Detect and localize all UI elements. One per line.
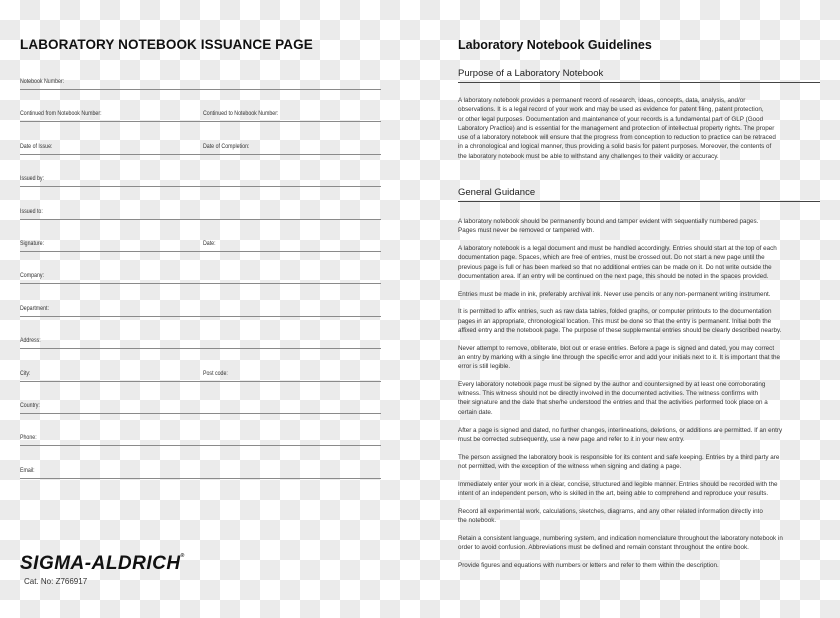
paragraph-line: previous page is full or has been marked so that no additional entries can be made on it. Do not write outside the xyxy=(458,263,772,271)
guidance-paragraph xyxy=(458,561,828,570)
paragraph-line: witness. This witness should not be directly involved in the documented activities. The witness confirms with xyxy=(458,390,759,398)
form-row-issued-to[interactable] xyxy=(20,207,381,220)
field-label-country: Country: xyxy=(20,402,40,409)
field-label-issued-by: Issued by: xyxy=(20,175,44,183)
paragraph-line: Never attempt to remove, obliterate, blot out or erase entries. Before a page is signed and dated, you may correct xyxy=(458,344,775,352)
form-row-issued-by[interactable] xyxy=(20,174,381,187)
paragraph-line: It is permitted to affix entries, such as raw data tables, folded graphs, or computer printouts to the documentation xyxy=(458,308,772,316)
paragraph-line: their signature and the date that she/he understood the entries and that the activities performed took place on a xyxy=(458,399,768,407)
catalog-number: Cat. No: Z766917 xyxy=(24,577,88,586)
guidance-paragraph xyxy=(458,307,828,335)
paragraph-line: observations. It is a legal record of your work and may be used as evidence for patent filing, patent protection, xyxy=(458,106,764,114)
paragraph-line: The person assigned the laboratory book is responsible for its content and safe keeping. Entries by a third party are xyxy=(458,453,780,461)
logo-text: SIGMA-ALDRICH xyxy=(20,553,181,574)
paragraph-line: certain date. xyxy=(458,408,493,416)
paragraph-line: use of a laboratory notebook will ensure that the progress from conception to reduction to practice can be retraced xyxy=(458,134,776,142)
paragraph-line: documentation page. Spaces, which are free of entries, must be crossed out. Do not start a new page until the xyxy=(458,254,765,262)
guidance-paragraph xyxy=(458,453,828,472)
field-label-issued-to: Issued to: xyxy=(20,207,43,215)
guidance-paragraph xyxy=(458,426,828,445)
paragraph-line: must be corrected subsequently, use a new page and refer to it in your new entry. xyxy=(458,435,685,443)
field-label-post-code: Post code: xyxy=(203,369,228,377)
paragraph-line: After a page is signed and dated, no further changes, interlineations, deletions, or additions are permitted. If an entry xyxy=(458,426,783,434)
field-label-date-of-issue: Date of Issue: xyxy=(20,142,53,150)
paragraph-line: Laboratory Practice) and is essential for the management and protection of intellectual property rights. The proper xyxy=(458,124,775,132)
registered-mark: ® xyxy=(180,553,185,559)
paragraph-line: A laboratory notebook provides a permanent record of research, ideas, concepts, data, analysis, and/or xyxy=(458,97,746,104)
field-label-phone: Phone: xyxy=(20,434,37,442)
field-label-company: Company: xyxy=(20,272,44,280)
paragraph-line: A laboratory notebook is a legal document and must be handled accordingly. Entries should start at the top of each xyxy=(458,245,777,252)
form-row-company[interactable] xyxy=(20,271,381,284)
guidance-paragraph xyxy=(458,290,828,299)
sigma-aldrich-logo xyxy=(20,553,185,575)
form-row-phone[interactable] xyxy=(20,433,381,446)
paragraph-line: in a chronological and logical manner, thus providing a solid basis for patent purposes. Moreover, the contents of xyxy=(458,143,772,151)
form-row-email[interactable] xyxy=(20,466,381,479)
purpose-paragraph xyxy=(458,96,828,161)
paragraph-line: the notebook. xyxy=(458,516,497,524)
paragraph-line: Every laboratory notebook page must be signed by the author and countersigned by at least one corroborating xyxy=(458,380,766,388)
paragraph-line: Entries must be made in ink, preferably archival ink. Never use pencils or any non-permanent writing instrument. xyxy=(458,290,771,298)
field-label-continued-from: Continued from Notebook Number: xyxy=(20,110,102,118)
form-row-address[interactable] xyxy=(20,336,381,349)
paragraph-line: pages in an appropriate, chronological location. This must be done so that the entry is permanent. Initial both the xyxy=(458,317,772,325)
paragraph-line: documentation area. If an entry will be continued on the next page, this should be noted in the spaces provided. xyxy=(458,272,769,280)
paragraph-line: error is still legible. xyxy=(458,363,511,371)
guidance-paragraph xyxy=(458,344,828,372)
paragraph-line: or other legal purposes. Documentation and maintenance of your records is a fundamental part of GLP (Good xyxy=(458,115,764,123)
paragraph-line: the laboratory notebook must be able to withstand any challenges to their validity or accuracy. xyxy=(458,152,719,160)
form-row-notebook-number[interactable] xyxy=(20,77,381,90)
paragraph-line: Immediately enter your work in a clear, concise, structured and legible manner. Entries should be recorded with the xyxy=(458,480,778,488)
form-row-department[interactable] xyxy=(20,304,381,317)
guidelines-title: Laboratory Notebook Guidelines xyxy=(458,38,652,52)
field-label-department: Department: xyxy=(20,304,49,312)
guidance-paragraph xyxy=(458,480,828,499)
guidance-paragraph xyxy=(458,534,828,553)
general-guidance-heading: General Guidance xyxy=(458,187,820,202)
issuance-page-title: LABORATORY NOTEBOOK ISSUANCE PAGE xyxy=(20,37,313,52)
field-label-continued-to: Continued to Notebook Number: xyxy=(203,110,279,118)
paragraph-line: Retain a consistent language, numbering system, and indication nomenclature throughout the laboratory notebook in xyxy=(458,534,783,542)
paragraph-line: Provide figures and equations with numbers or letters and refer to them within the description. xyxy=(458,561,719,569)
field-label-notebook-number: Notebook Number: xyxy=(20,78,65,85)
paragraph-line: Record all experimental work, calculations, sketches, diagrams, and any other related information directly into xyxy=(458,507,763,515)
guidance-paragraph xyxy=(458,380,828,417)
form-row-date-of-issue[interactable] xyxy=(20,142,381,155)
paragraph-line: intent of an independent person, who is skilled in the art, being able to comprehend and reproduce your results. xyxy=(458,489,769,497)
field-label-email: Email: xyxy=(20,466,35,474)
paragraph-line: order to avoid confusion. Abbreviations must be defined and remain constant throughout the entire book. xyxy=(458,543,749,551)
purpose-heading: Purpose of a Laboratory Notebook xyxy=(458,68,820,83)
field-label-date: Date: xyxy=(203,240,216,247)
form-row-city[interactable] xyxy=(20,369,381,382)
paragraph-line: an entry by marking with a single line through the specific error and add your initials next to it. It is important that the xyxy=(458,353,781,361)
form-row-country[interactable] xyxy=(20,401,381,414)
field-label-city: City: xyxy=(20,369,31,377)
form-row-signature[interactable] xyxy=(20,239,381,252)
guidance-paragraph xyxy=(458,217,828,236)
field-label-signature: Signature: xyxy=(20,240,44,247)
paragraph-line: A laboratory notebook should be permanently bound and tamper evident with sequentially numbered pages. xyxy=(458,218,759,225)
paragraph-line: Pages must never be removed or tampered with. xyxy=(458,227,595,235)
form-row-continued-from[interactable] xyxy=(20,109,381,122)
field-label-date-of-completion: Date of Completion: xyxy=(203,142,250,150)
field-label-address: Address: xyxy=(20,337,41,345)
paragraph-line: affixed entry and the notebook page. The purpose of these supplemental entries should be clearly described nearby. xyxy=(458,326,782,334)
paragraph-line: not permitted, with the exception of the witness when signing and dating a page. xyxy=(458,462,682,470)
guidance-paragraph xyxy=(458,507,828,526)
guidance-paragraph xyxy=(458,244,828,281)
